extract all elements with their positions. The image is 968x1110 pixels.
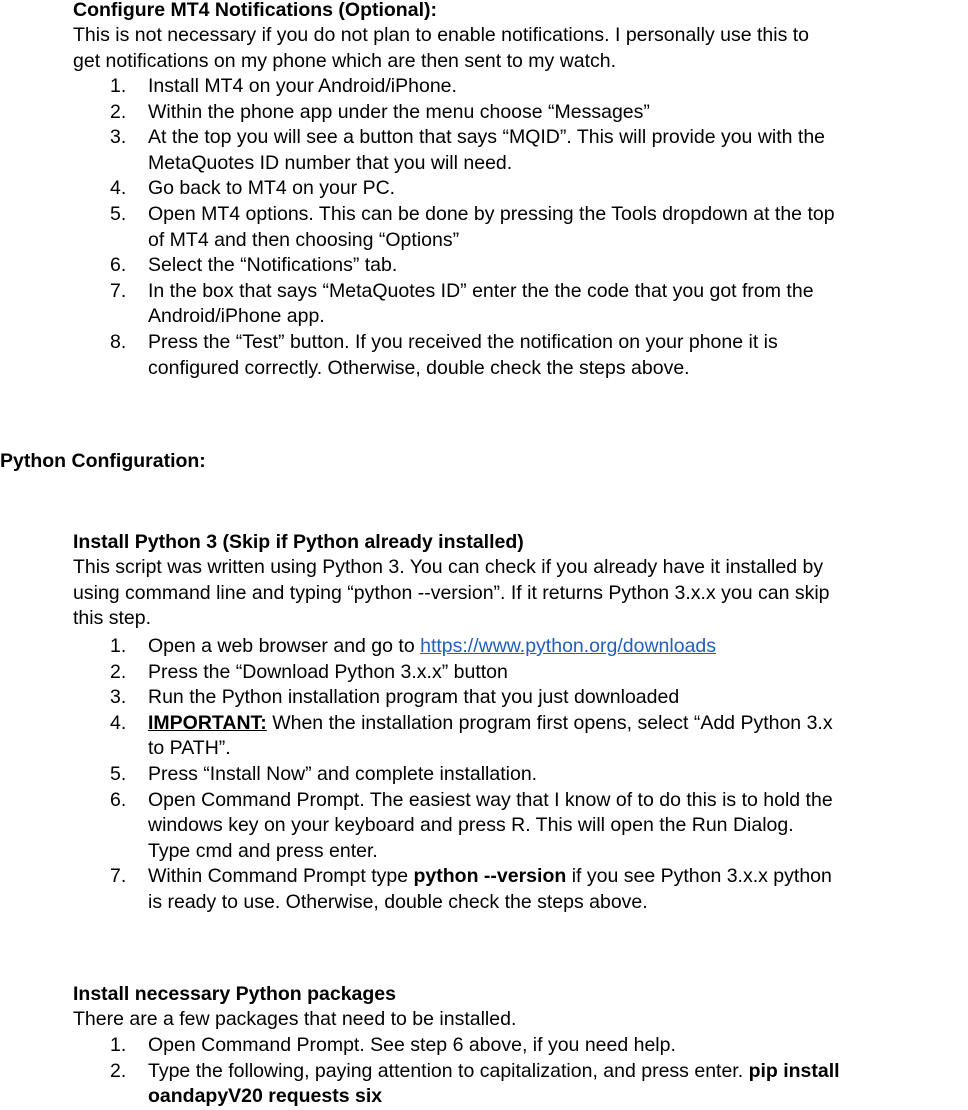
step-number: 1. <box>110 1034 127 1056</box>
step-number: 5. <box>110 202 127 225</box>
install-python-title: Install Python 3 (Skip if Python already installed) <box>73 531 524 553</box>
step-text: Open Command Prompt. See step 6 above, if you need help. <box>148 1034 676 1056</box>
pip-install-command: pip install <box>748 1059 840 1082</box>
step-text: to PATH”. <box>148 737 231 760</box>
step-text: In the box that says “MetaQuotes ID” enter the the code that you got from the <box>148 279 814 302</box>
list-item <box>0 74 968 100</box>
step-number: 7. <box>110 865 127 888</box>
install-python-intro <box>73 555 968 632</box>
mt4-intro-line: get notifications on my phone which are then sent to my watch. <box>73 49 617 72</box>
step-number: 7. <box>110 279 127 302</box>
step-text: Install MT4 on your Android/iPhone. <box>148 75 457 97</box>
step-text: Press “Install Now” and complete installation. <box>148 762 538 785</box>
packages-intro-line: There are a few packages that need to be installed. <box>73 1008 517 1030</box>
list-item <box>0 634 968 660</box>
list-item <box>0 660 968 686</box>
step-text: Press the “Download Python 3.x.x” button <box>148 660 508 683</box>
list-item <box>0 685 968 711</box>
python-config-heading: Python Configuration: <box>0 450 206 472</box>
list-item <box>0 279 968 330</box>
step-text: At the top you will see a button that says “MQID”. This will provide you with the <box>148 126 826 149</box>
list-item <box>0 330 968 381</box>
list-item <box>0 100 968 126</box>
step-number: 2. <box>110 660 127 683</box>
step-text: Within the phone app under the menu choose “Messages” <box>148 100 650 123</box>
install-packages-intro <box>73 1007 968 1033</box>
step-text: Open a web browser and go to <box>148 635 421 657</box>
step-number: 2. <box>110 1059 127 1082</box>
step-text: Within Command Prompt type <box>148 865 414 888</box>
install-packages-steps <box>0 1033 968 1110</box>
install-intro-line: using command line and typing “python --version”. If it returns Python 3.x.x you can skip <box>73 581 830 604</box>
step-text: Android/iPhone app. <box>148 305 325 328</box>
step-text: MetaQuotes ID number that you will need. <box>148 151 513 174</box>
mt4-intro <box>73 23 968 74</box>
step-text: Type cmd and press enter. <box>148 839 378 862</box>
list-item <box>0 202 968 253</box>
step-number: 4. <box>110 177 127 200</box>
list-item <box>0 176 968 202</box>
step-text: configured correctly. Otherwise, double check the steps above. <box>148 356 690 379</box>
pip-install-command: oandapyV20 requests six <box>148 1085 383 1108</box>
list-item <box>0 125 968 176</box>
step-text: When the installation program first opens, select “Add Python 3.x <box>266 711 833 734</box>
step-text: Open MT4 options. This can be done by pressing the Tools dropdown at the top <box>148 202 835 225</box>
install-packages-title: Install necessary Python packages <box>73 983 396 1005</box>
step-number: 8. <box>110 330 127 353</box>
step-number: 6. <box>110 254 127 277</box>
python-version-command: python --version <box>413 865 567 888</box>
list-item <box>0 788 968 865</box>
step-text: of MT4 and then choosing “Options” <box>148 228 460 251</box>
step-number: 1. <box>110 75 127 97</box>
step-number: 2. <box>110 100 127 123</box>
step-text: windows key on your keyboard and press R. This will open the Run Dialog. <box>148 814 794 837</box>
list-item <box>0 864 968 915</box>
step-number: 3. <box>110 686 127 709</box>
list-item <box>0 711 968 762</box>
important-label: IMPORTANT: <box>148 711 267 734</box>
step-number: 4. <box>110 711 127 734</box>
mt4-steps-list <box>0 74 968 381</box>
install-intro-line: this step. <box>73 607 152 630</box>
python-downloads-link[interactable]: https://www.python.org/downloads <box>420 635 717 657</box>
step-text: Type the following, paying attention to capitalization, and press enter. <box>148 1059 749 1082</box>
list-item <box>0 1033 968 1059</box>
list-item <box>0 1059 968 1110</box>
step-number: 1. <box>110 635 127 657</box>
step-number: 3. <box>110 126 127 149</box>
install-intro-line: This script was written using Python 3. You can check if you already have it installed by <box>73 556 824 578</box>
list-item <box>0 762 968 788</box>
step-text: Open Command Prompt. The easiest way that I know of to do this is to hold the <box>148 788 833 811</box>
step-text: Go back to MT4 on your PC. <box>148 177 396 200</box>
step-number: 6. <box>110 788 127 811</box>
mt4-intro-line: This is not necessary if you do not plan to enable notifications. I personally use this to <box>73 24 810 46</box>
step-text: Run the Python installation program that you just downloaded <box>148 686 680 709</box>
mt4-section-title: Configure MT4 Notifications (Optional): <box>73 0 437 21</box>
step-text: if you see Python 3.x.x python <box>566 865 832 888</box>
step-text: is ready to use. Otherwise, double check the steps above. <box>148 890 648 913</box>
step-text: Press the “Test” button. If you received the notification on your phone it is <box>148 330 778 353</box>
list-item <box>0 253 968 279</box>
step-number: 5. <box>110 762 127 785</box>
install-python-steps <box>0 634 968 916</box>
step-text: Select the “Notifications” tab. <box>148 254 398 277</box>
